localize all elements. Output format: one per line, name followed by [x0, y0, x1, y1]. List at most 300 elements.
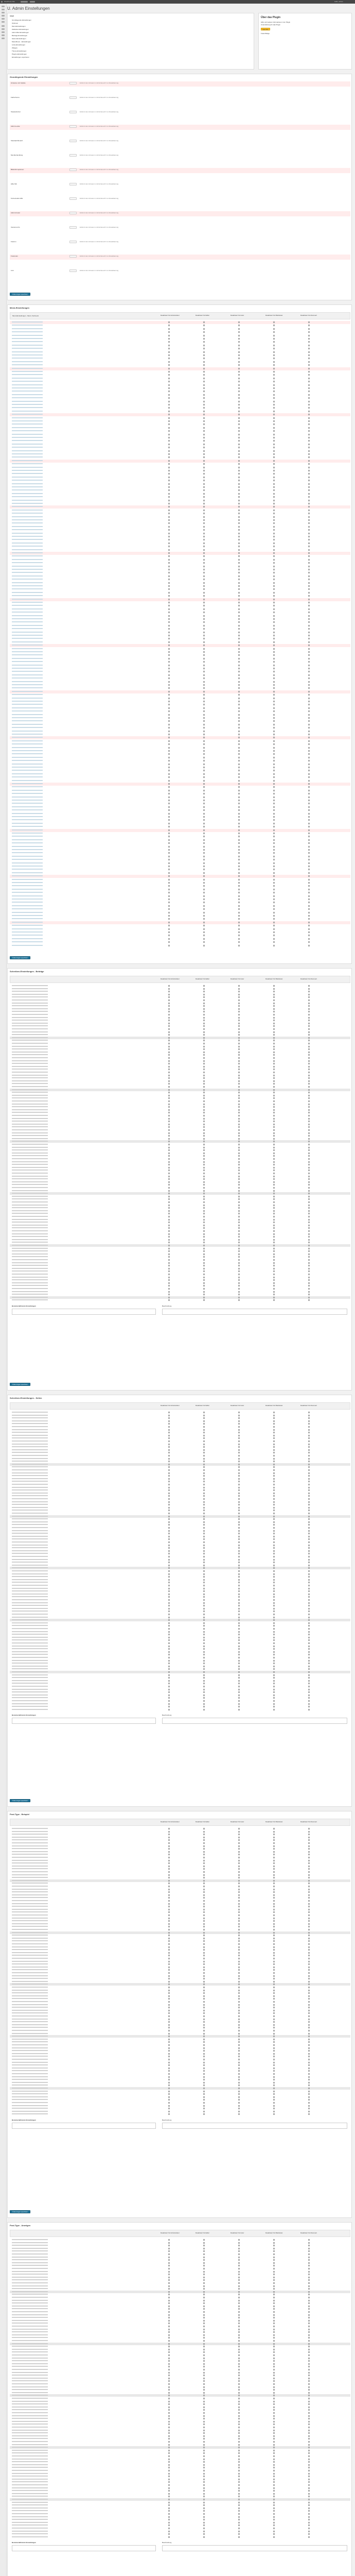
role-checkbox[interactable] — [238, 1663, 240, 1664]
role-checkbox[interactable] — [308, 2073, 310, 2075]
role-checkbox[interactable] — [238, 2329, 240, 2330]
role-checkbox[interactable] — [273, 397, 275, 399]
setting-select[interactable] — [69, 255, 77, 258]
role-checkbox[interactable] — [273, 1883, 275, 1884]
role-checkbox[interactable] — [168, 767, 170, 768]
role-checkbox[interactable] — [168, 2409, 170, 2411]
role-checkbox[interactable] — [168, 1831, 170, 1833]
role-checkbox[interactable] — [203, 1706, 205, 1707]
role-checkbox[interactable] — [168, 691, 170, 692]
role-checkbox[interactable] — [238, 2427, 240, 2428]
role-checkbox[interactable] — [308, 2064, 310, 2066]
role-checkbox[interactable] — [308, 391, 310, 392]
role-checkbox[interactable] — [168, 489, 170, 491]
role-checkbox[interactable] — [168, 2406, 170, 2408]
role-checkbox[interactable] — [273, 368, 275, 369]
role-checkbox[interactable] — [273, 460, 275, 462]
role-checkbox[interactable] — [168, 2099, 170, 2100]
role-checkbox[interactable] — [273, 1437, 275, 1439]
role-checkbox[interactable] — [273, 698, 275, 699]
role-checkbox[interactable] — [168, 2001, 170, 2003]
role-checkbox[interactable] — [273, 543, 275, 544]
role-checkbox[interactable] — [238, 2470, 240, 2471]
role-checkbox[interactable] — [273, 2064, 275, 2066]
role-checkbox[interactable] — [168, 743, 170, 745]
role-checkbox[interactable] — [168, 1138, 170, 1140]
role-checkbox[interactable] — [168, 2383, 170, 2385]
role-checkbox[interactable] — [168, 1176, 170, 1177]
role-checkbox[interactable] — [238, 2406, 240, 2408]
role-checkbox[interactable] — [273, 1642, 275, 1644]
role-checkbox[interactable] — [168, 842, 170, 844]
nav-link[interactable]: Links-Einstellungen — [12, 44, 26, 46]
role-checkbox[interactable] — [168, 1124, 170, 1125]
role-checkbox[interactable] — [203, 2288, 205, 2290]
role-checkbox[interactable] — [203, 1619, 205, 1621]
role-checkbox[interactable] — [168, 806, 170, 808]
role-checkbox[interactable] — [203, 2271, 205, 2273]
role-checkbox[interactable] — [308, 757, 310, 758]
role-checkbox[interactable] — [203, 1297, 205, 1298]
role-checkbox[interactable] — [168, 1089, 170, 1091]
role-checkbox[interactable] — [168, 1236, 170, 1238]
role-checkbox[interactable] — [203, 1513, 205, 1514]
role-checkbox[interactable] — [238, 1230, 240, 1232]
role-checkbox[interactable] — [203, 767, 205, 768]
role-checkbox[interactable] — [238, 767, 240, 768]
role-checkbox[interactable] — [238, 1691, 240, 1693]
role-checkbox[interactable] — [203, 1455, 205, 1456]
role-checkbox[interactable] — [168, 1277, 170, 1278]
role-checkbox[interactable] — [238, 1842, 240, 1844]
role-checkbox[interactable] — [203, 391, 205, 392]
role-checkbox[interactable] — [168, 453, 170, 455]
role-checkbox[interactable] — [308, 806, 310, 808]
role-checkbox[interactable] — [168, 836, 170, 837]
role-checkbox[interactable] — [238, 1972, 240, 1974]
role-checkbox[interactable] — [273, 1857, 275, 1858]
role-checkbox[interactable] — [273, 2349, 275, 2350]
role-checkbox[interactable] — [168, 991, 170, 992]
role-checkbox[interactable] — [203, 836, 205, 837]
role-checkbox[interactable] — [168, 1034, 170, 1036]
role-checkbox[interactable] — [168, 368, 170, 369]
role-checkbox[interactable] — [308, 724, 310, 725]
role-checkbox[interactable] — [238, 1992, 240, 1994]
nav-link[interactable]: Meta-Boxen - Einstellungen — [12, 41, 31, 43]
role-checkbox[interactable] — [168, 470, 170, 471]
role-checkbox[interactable] — [308, 1831, 310, 1833]
role-checkbox[interactable] — [238, 720, 240, 722]
role-checkbox[interactable] — [238, 1285, 240, 1286]
role-checkbox[interactable] — [203, 1582, 205, 1583]
role-checkbox[interactable] — [168, 1507, 170, 1509]
role-checkbox[interactable] — [308, 1538, 310, 1540]
role-checkbox[interactable] — [168, 714, 170, 716]
role-checkbox[interactable] — [238, 1975, 240, 1977]
role-checkbox[interactable] — [273, 2033, 275, 2035]
role-checkbox[interactable] — [273, 615, 275, 617]
role-checkbox[interactable] — [203, 2516, 205, 2518]
role-checkbox[interactable] — [308, 2036, 310, 2037]
role-checkbox[interactable] — [308, 1423, 310, 1425]
role-checkbox[interactable] — [238, 1949, 240, 1951]
role-checkbox[interactable] — [203, 1138, 205, 1140]
role-checkbox[interactable] — [273, 546, 275, 547]
role-checkbox[interactable] — [238, 2239, 240, 2241]
role-checkbox[interactable] — [168, 1992, 170, 1994]
role-checkbox[interactable] — [168, 625, 170, 626]
role-checkbox[interactable] — [238, 1839, 240, 1841]
role-checkbox[interactable] — [308, 1969, 310, 1971]
role-checkbox[interactable] — [273, 1115, 275, 1116]
role-checkbox[interactable] — [203, 1828, 205, 1829]
role-checkbox[interactable] — [238, 1155, 240, 1157]
role-checkbox[interactable] — [273, 734, 275, 735]
role-checkbox[interactable] — [238, 1028, 240, 1030]
role-checkbox[interactable] — [308, 1089, 310, 1091]
role-checkbox[interactable] — [273, 1023, 275, 1024]
role-checkbox[interactable] — [238, 1025, 240, 1027]
role-checkbox[interactable] — [203, 2528, 205, 2529]
role-checkbox[interactable] — [238, 856, 240, 857]
role-checkbox[interactable] — [308, 773, 310, 775]
role-checkbox[interactable] — [203, 1173, 205, 1174]
role-checkbox[interactable] — [168, 1700, 170, 1702]
role-checkbox[interactable] — [273, 331, 275, 333]
role-checkbox[interactable] — [308, 988, 310, 990]
role-checkbox[interactable] — [273, 2455, 275, 2457]
role-checkbox[interactable] — [168, 882, 170, 884]
role-checkbox[interactable] — [238, 790, 240, 791]
role-checkbox[interactable] — [238, 1565, 240, 1566]
role-checkbox[interactable] — [238, 529, 240, 531]
role-checkbox[interactable] — [168, 394, 170, 396]
role-checkbox[interactable] — [168, 885, 170, 887]
role-checkbox[interactable] — [168, 2363, 170, 2365]
role-checkbox[interactable] — [308, 2056, 310, 2057]
role-checkbox[interactable] — [203, 1877, 205, 1878]
description-textarea[interactable] — [162, 1309, 347, 1315]
role-checkbox[interactable] — [273, 1222, 275, 1223]
role-checkbox[interactable] — [203, 420, 205, 422]
role-checkbox[interactable] — [168, 641, 170, 643]
nav-link[interactable]: Admin-Bar Einstellungen — [12, 31, 29, 33]
role-checkbox[interactable] — [168, 1622, 170, 1624]
role-checkbox[interactable] — [203, 592, 205, 594]
role-checkbox[interactable] — [308, 1129, 310, 1131]
role-checkbox[interactable] — [273, 1279, 275, 1281]
role-checkbox[interactable] — [308, 2496, 310, 2497]
role-checkbox[interactable] — [308, 2294, 310, 2295]
role-checkbox[interactable] — [273, 1700, 275, 1702]
role-checkbox[interactable] — [203, 1700, 205, 1702]
role-checkbox[interactable] — [168, 1181, 170, 1183]
role-checkbox[interactable] — [273, 1245, 275, 1246]
role-checkbox[interactable] — [168, 2528, 170, 2529]
role-checkbox[interactable] — [308, 1891, 310, 1893]
role-checkbox[interactable] — [168, 1464, 170, 1465]
role-checkbox[interactable] — [168, 1294, 170, 1295]
role-checkbox[interactable] — [308, 1233, 310, 1235]
role-checkbox[interactable] — [238, 1674, 240, 1676]
nav-link[interactable]: Einstellungen exportieren — [12, 56, 29, 58]
role-checkbox[interactable] — [308, 2360, 310, 2362]
role-checkbox[interactable] — [273, 1034, 275, 1036]
role-checkbox[interactable] — [238, 1559, 240, 1561]
role-checkbox[interactable] — [168, 635, 170, 636]
role-checkbox[interactable] — [308, 2250, 310, 2252]
role-checkbox[interactable] — [238, 1034, 240, 1036]
role-checkbox[interactable] — [308, 2455, 310, 2457]
role-checkbox[interactable] — [168, 1420, 170, 1422]
role-checkbox[interactable] — [238, 819, 240, 821]
role-checkbox[interactable] — [168, 2317, 170, 2318]
role-checkbox[interactable] — [238, 2360, 240, 2362]
role-checkbox[interactable] — [238, 2418, 240, 2419]
role-checkbox[interactable] — [168, 1147, 170, 1148]
role-checkbox[interactable] — [168, 1288, 170, 1290]
role-checkbox[interactable] — [168, 2259, 170, 2261]
role-checkbox[interactable] — [273, 1005, 275, 1007]
role-checkbox[interactable] — [273, 1455, 275, 1456]
role-checkbox[interactable] — [238, 407, 240, 409]
role-checkbox[interactable] — [168, 632, 170, 633]
role-checkbox[interactable] — [238, 1144, 240, 1145]
role-checkbox[interactable] — [168, 1115, 170, 1116]
role-checkbox[interactable] — [168, 588, 170, 590]
role-checkbox[interactable] — [273, 859, 275, 860]
role-checkbox[interactable] — [308, 2308, 310, 2310]
role-checkbox[interactable] — [308, 1115, 310, 1116]
role-checkbox[interactable] — [273, 872, 275, 874]
role-checkbox[interactable] — [238, 1489, 240, 1491]
role-checkbox[interactable] — [273, 2441, 275, 2443]
role-checkbox[interactable] — [273, 1285, 275, 1286]
role-checkbox[interactable] — [238, 536, 240, 537]
role-checkbox[interactable] — [168, 1668, 170, 1670]
role-checkbox[interactable] — [308, 1909, 310, 1910]
role-checkbox[interactable] — [168, 720, 170, 722]
role-checkbox[interactable] — [203, 698, 205, 699]
role-checkbox[interactable] — [308, 1619, 310, 1621]
role-checkbox[interactable] — [308, 866, 310, 867]
role-checkbox[interactable] — [273, 1225, 275, 1226]
role-checkbox[interactable] — [203, 1946, 205, 1948]
role-checkbox[interactable] — [273, 1481, 275, 1482]
role-checkbox[interactable] — [273, 2056, 275, 2057]
role-checkbox[interactable] — [238, 2001, 240, 2003]
role-checkbox[interactable] — [238, 750, 240, 752]
role-checkbox[interactable] — [238, 908, 240, 910]
role-checkbox[interactable] — [168, 1582, 170, 1583]
role-checkbox[interactable] — [308, 1008, 310, 1010]
role-checkbox[interactable] — [273, 427, 275, 429]
role-checkbox[interactable] — [273, 489, 275, 491]
role-checkbox[interactable] — [308, 635, 310, 636]
role-checkbox[interactable] — [308, 1828, 310, 1829]
role-checkbox[interactable] — [168, 1929, 170, 1930]
role-checkbox[interactable] — [168, 1069, 170, 1070]
role-checkbox[interactable] — [238, 2378, 240, 2379]
role-checkbox[interactable] — [168, 2502, 170, 2503]
role-checkbox[interactable] — [273, 882, 275, 884]
role-checkbox[interactable] — [273, 2403, 275, 2405]
role-checkbox[interactable] — [238, 1874, 240, 1876]
role-checkbox[interactable] — [273, 1900, 275, 1902]
setting-select[interactable] — [69, 82, 77, 84]
role-checkbox[interactable] — [203, 2409, 205, 2411]
role-checkbox[interactable] — [203, 1063, 205, 1064]
role-checkbox[interactable] — [308, 1608, 310, 1609]
role-checkbox[interactable] — [168, 658, 170, 659]
role-checkbox[interactable] — [203, 506, 205, 507]
role-checkbox[interactable] — [203, 1958, 205, 1959]
role-checkbox[interactable] — [308, 1429, 310, 1431]
role-checkbox[interactable] — [273, 928, 275, 930]
role-checkbox[interactable] — [203, 1599, 205, 1601]
role-checkbox[interactable] — [238, 401, 240, 402]
role-checkbox[interactable] — [203, 2064, 205, 2066]
role-checkbox[interactable] — [273, 671, 275, 672]
role-checkbox[interactable] — [203, 1550, 205, 1552]
role-checkbox[interactable] — [238, 2004, 240, 2006]
role-checkbox[interactable] — [273, 922, 275, 923]
role-checkbox[interactable] — [308, 2340, 310, 2342]
role-checkbox[interactable] — [308, 1155, 310, 1157]
role-checkbox[interactable] — [238, 2279, 240, 2281]
role-checkbox[interactable] — [273, 1187, 275, 1189]
role-checkbox[interactable] — [308, 2510, 310, 2512]
role-checkbox[interactable] — [168, 2435, 170, 2437]
role-checkbox[interactable] — [203, 2424, 205, 2425]
role-checkbox[interactable] — [203, 2461, 205, 2463]
role-checkbox[interactable] — [168, 2012, 170, 2014]
role-checkbox[interactable] — [273, 2024, 275, 2026]
role-checkbox[interactable] — [203, 1037, 205, 1039]
role-checkbox[interactable] — [308, 2444, 310, 2446]
role-checkbox[interactable] — [308, 1259, 310, 1261]
role-checkbox[interactable] — [273, 2044, 275, 2046]
role-checkbox[interactable] — [203, 2337, 205, 2338]
role-checkbox[interactable] — [273, 2076, 275, 2078]
role-checkbox[interactable] — [238, 2331, 240, 2333]
role-checkbox[interactable] — [203, 717, 205, 719]
role-checkbox[interactable] — [168, 1501, 170, 1503]
role-checkbox[interactable] — [238, 1668, 240, 1670]
role-checkbox[interactable] — [168, 1594, 170, 1595]
role-checkbox[interactable] — [168, 1429, 170, 1431]
role-checkbox[interactable] — [168, 1940, 170, 1942]
role-checkbox[interactable] — [168, 1990, 170, 1991]
role-checkbox[interactable] — [308, 1112, 310, 1113]
role-checkbox[interactable] — [308, 1553, 310, 1554]
role-checkbox[interactable] — [203, 645, 205, 646]
role-checkbox[interactable] — [238, 803, 240, 804]
role-checkbox[interactable] — [168, 1256, 170, 1258]
role-checkbox[interactable] — [308, 701, 310, 702]
role-checkbox[interactable] — [203, 935, 205, 936]
role-checkbox[interactable] — [203, 374, 205, 376]
role-checkbox[interactable] — [168, 1149, 170, 1151]
role-checkbox[interactable] — [238, 1420, 240, 1422]
role-checkbox[interactable] — [203, 1299, 205, 1301]
role-checkbox[interactable] — [273, 2007, 275, 2008]
role-checkbox[interactable] — [238, 1288, 240, 1290]
role-checkbox[interactable] — [273, 1634, 275, 1635]
role-checkbox[interactable] — [308, 1083, 310, 1084]
role-checkbox[interactable] — [238, 543, 240, 544]
role-checkbox[interactable] — [238, 625, 240, 626]
role-checkbox[interactable] — [273, 2311, 275, 2313]
role-checkbox[interactable] — [203, 2519, 205, 2520]
role-checkbox[interactable] — [238, 1011, 240, 1012]
role-checkbox[interactable] — [203, 1608, 205, 1609]
role-checkbox[interactable] — [203, 2484, 205, 2486]
role-checkbox[interactable] — [203, 1262, 205, 1264]
role-checkbox[interactable] — [308, 2102, 310, 2104]
role-checkbox[interactable] — [203, 780, 205, 782]
role-checkbox[interactable] — [308, 1978, 310, 1979]
role-checkbox[interactable] — [203, 1121, 205, 1122]
role-checkbox[interactable] — [238, 397, 240, 399]
role-checkbox[interactable] — [273, 1236, 275, 1238]
role-checkbox[interactable] — [273, 2438, 275, 2439]
role-checkbox[interactable] — [238, 2375, 240, 2376]
role-checkbox[interactable] — [203, 526, 205, 528]
role-checkbox[interactable] — [203, 2467, 205, 2468]
role-checkbox[interactable] — [238, 2528, 240, 2529]
role-checkbox[interactable] — [203, 1072, 205, 1073]
role-checkbox[interactable] — [238, 1903, 240, 1905]
role-checkbox[interactable] — [203, 1527, 205, 1529]
role-checkbox[interactable] — [308, 912, 310, 913]
role-checkbox[interactable] — [238, 1464, 240, 1465]
role-checkbox[interactable] — [238, 2108, 240, 2109]
role-checkbox[interactable] — [308, 2099, 310, 2100]
role-checkbox[interactable] — [238, 2297, 240, 2298]
role-checkbox[interactable] — [203, 665, 205, 666]
role-checkbox[interactable] — [168, 704, 170, 705]
role-checkbox[interactable] — [308, 658, 310, 659]
role-checkbox[interactable] — [238, 1562, 240, 1563]
role-checkbox[interactable] — [203, 496, 205, 498]
role-checkbox[interactable] — [308, 1697, 310, 1699]
role-checkbox[interactable] — [308, 1011, 310, 1012]
role-checkbox[interactable] — [308, 1657, 310, 1658]
role-checkbox[interactable] — [238, 2300, 240, 2301]
role-checkbox[interactable] — [308, 2351, 310, 2353]
role-checkbox[interactable] — [308, 1518, 310, 1520]
role-checkbox[interactable] — [273, 2533, 275, 2535]
role-checkbox[interactable] — [168, 1608, 170, 1609]
role-checkbox[interactable] — [203, 2524, 205, 2526]
role-checkbox[interactable] — [238, 1066, 240, 1067]
role-checkbox[interactable] — [308, 750, 310, 752]
role-checkbox[interactable] — [168, 2105, 170, 2107]
role-checkbox[interactable] — [238, 849, 240, 851]
role-checkbox[interactable] — [238, 1176, 240, 1177]
role-checkbox[interactable] — [308, 628, 310, 630]
role-checkbox[interactable] — [273, 529, 275, 531]
role-checkbox[interactable] — [203, 1014, 205, 1015]
role-checkbox[interactable] — [168, 2340, 170, 2342]
role-checkbox[interactable] — [308, 2380, 310, 2382]
role-checkbox[interactable] — [168, 2533, 170, 2535]
role-checkbox[interactable] — [308, 378, 310, 379]
role-checkbox[interactable] — [168, 1274, 170, 1275]
role-checkbox[interactable] — [308, 1628, 310, 1630]
